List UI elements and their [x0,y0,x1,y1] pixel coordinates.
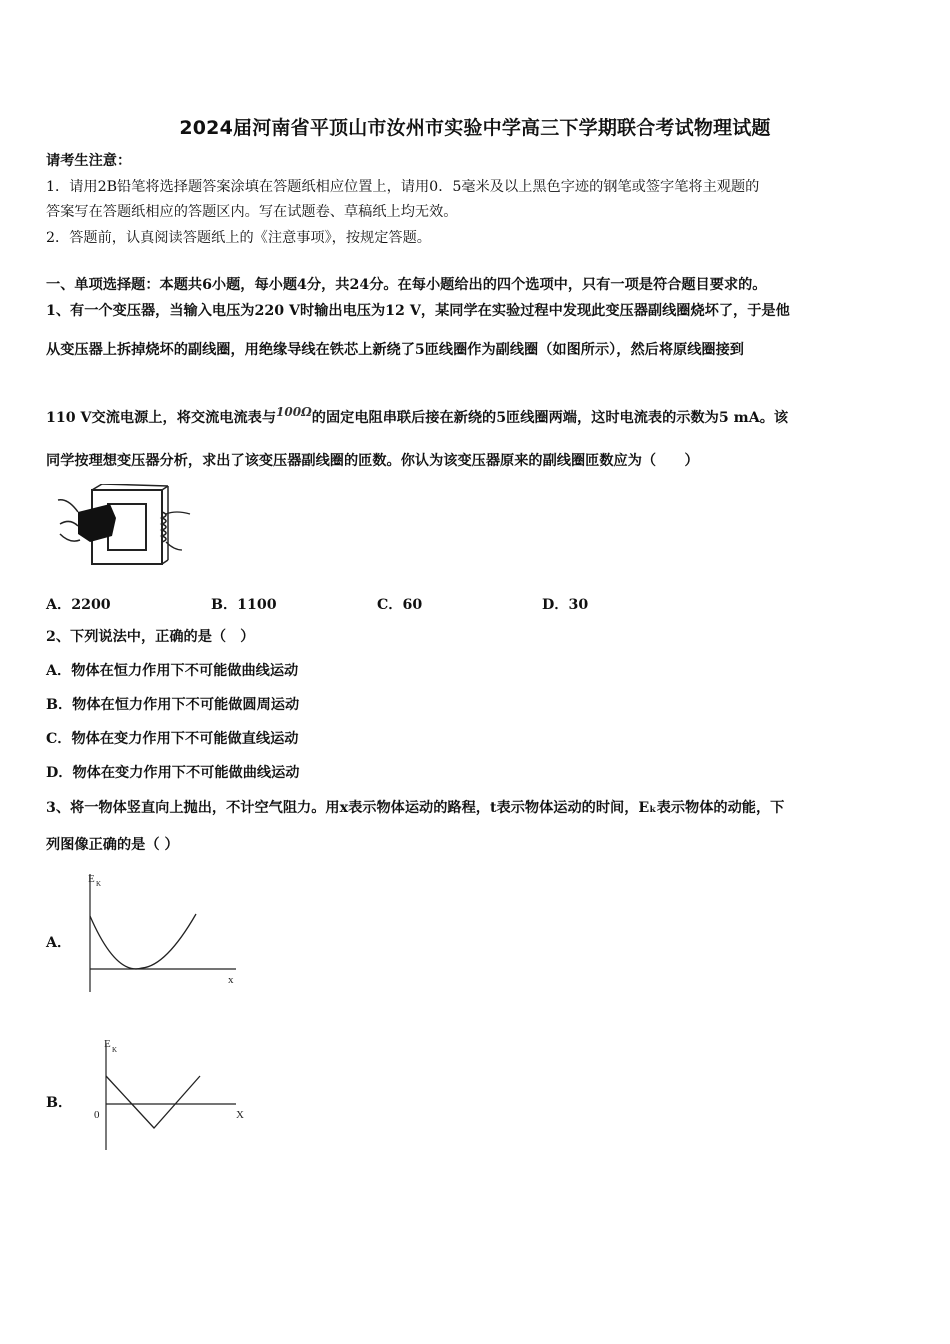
q1-line-3 [46,402,788,428]
q1-option-b[interactable]: B．1100 [211,597,277,613]
q1-line-3-start: 110 V交流电源上，将交流电流表与 [46,410,277,426]
q2-option-d[interactable]: D．物体在变力作用下不可能做曲线运动 [46,765,300,781]
q2-option-a[interactable]: A．物体在恒力作用下不可能做曲线运动 [46,663,299,679]
graph-a-ylabel: E [88,873,95,885]
q1-line-1: 1、有一个变压器，当输入电压为220 V时输出电压为12 V，某同学在实验过程中发现此变压器副线圈烧坏了，于是他 [46,303,790,319]
graph-a [78,866,248,996]
q1-line-4: 同学按理想变压器分析，求出了该变压器副线圈的匝数。你认为该变压器原来的副线圈匝数应为（ ） [46,453,699,469]
graph-b [88,1034,258,1154]
notice-item-1-line-2: 答案写在答题纸相应的答题区内。写在试题卷、草稿纸上均无效。 [46,204,458,220]
transformer-figure [56,484,191,568]
graph-b-xlabel: X [236,1109,244,1121]
graph-b-ysub: K [112,1046,118,1054]
q3-option-b[interactable]: B． [46,1095,73,1111]
section-heading: 一、单项选择题：本题共6小题，每小题4分，共24分。在每小题给出的四个选项中，只有一项是符合题目要求的。 [46,277,767,293]
notice-item-2: 2．答题前，认真阅读答题纸上的《注意事项》，按规定答题。 [46,230,431,246]
q3-option-a[interactable]: A． [46,935,72,951]
graph-a-ysub: K [96,880,102,888]
q2-option-b[interactable]: B．物体在恒力作用下不可能做圆周运动 [46,697,300,713]
q1-option-c[interactable]: C．60 [377,597,423,613]
q1-option-d[interactable]: D．30 [542,597,589,613]
page-title: 2024届河南省平顶山市汝州市实验中学高三下学期联合考试物理试题 [179,117,771,139]
notice-item-1-line-1: 1．请用2B铅笔将选择题答案涂填在答题纸相应位置上，请用0．5毫米及以上黑色字迹的钢笔或签字笔将主观题的 [46,179,760,195]
graph-a-xlabel: x [228,974,234,986]
q1-line-2: 从变压器上拆掉烧坏的副线圈，用绝缘导线在铁芯上新绕了5匝线圈作为副线圈（如图所示），然后将原线圈接到 [46,342,744,358]
q3-line-2: 列图像正确的是（ ） [46,837,179,853]
notice-heading: 请考生注意： [46,153,132,169]
q3-line-1: 3、将一物体竖直向上抛出，不计空气阻力。用x表示物体运动的路程，t表示物体运动的时间，Eₖ表示物体的动能，下 [46,800,785,816]
graph-b-origin: 0 [94,1109,100,1121]
q1-option-a[interactable]: A．2200 [46,597,111,613]
q2-option-c[interactable]: C．物体在变力作用下不可能做直线运动 [46,731,299,747]
graph-b-ylabel: E [104,1038,111,1050]
q1-line-3-end: 的固定电阻串联后接在新绕的5匝线圈两端，这时电流表的示数为5 mA。该 [311,410,789,426]
resistor-value: 100Ω [276,405,312,419]
q2-stem: 2、下列说法中，正确的是（ ） [46,629,255,645]
